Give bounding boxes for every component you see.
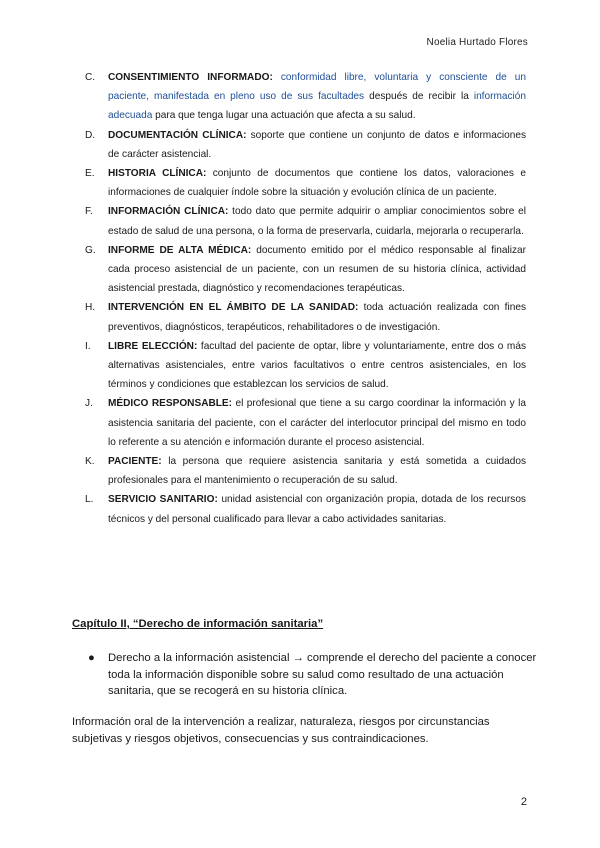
definition-letter: D. [85,129,96,141]
definition-item [85,298,526,336]
bullet-text: Derecho a la información asistencial → comprende el derecho del paciente a conocer toda la información disponible sobre su salud como resultado de una actuación sanitaria, que se recogerá en su historia clínica. [108,652,537,697]
definition-text: conjunto de documentos que contiene los datos, valoraciones e informaciones de cualquier índole sobre la situación y evolución clínica de un paciente. [108,168,526,199]
definition-letter: J. [85,398,93,410]
page-number: 2 [520,796,527,808]
header-author: Noelia Hurtado Flores [426,37,528,48]
definition-item [85,126,526,164]
definition-item [85,68,526,126]
definition-text: todo dato que permite adquirir o ampliar conocimientos sobre el estado de salud de una persona, o la forma de preservarla, cuidarla, mejorarla o recuperarla. [108,206,526,237]
definition-item [85,337,526,395]
definition-letter: G. [85,244,96,256]
definition-text: para que tenga lugar una actuación que afecta a su salud. [152,110,416,122]
definition-term: DOCUMENTACIÓN CLÍNICA: [108,129,247,141]
definition-item [85,241,526,299]
definition-term: SERVICIO SANITARIO: [108,494,218,506]
definition-text: documento emitido por el médico responsable al finalizar cada proceso asistencial de un paciente, con un resumen de su historia clínica, actividad asistencial prestada, diagnóstico y recomendaciones terapéuticas. [108,244,526,295]
definition-letter: L. [85,494,94,506]
definition-letter: E. [85,168,95,180]
definition-text: la persona que requiere asistencia sanitaria y está sometida a cuidados profesionales para el mantenimiento o recuperación de su salud. [108,456,526,487]
chapter-title: Capítulo II, “Derecho de información sanitaria” [72,618,324,630]
definition-item [85,452,526,490]
definitions-list [85,68,526,529]
bullet-item [88,650,546,700]
definition-letter: C. [85,72,96,83]
bullet-icon: ● [88,652,95,664]
definition-term: PACIENTE: [108,456,162,468]
definition-text: el profesional que tiene a su cargo coordinar la información y la asistencia sanitaria del paciente, con el carácter del interlocutor principal del mismo en todo lo referente a su atención e información durante el proceso asistencial. [108,398,526,448]
definition-text: soporte que contiene un conjunto de datos e informaciones de carácter asistencial. [108,129,527,160]
definition-letter: K. [85,456,95,468]
definition-term: INFORME DE ALTA MÉDICA: [108,244,252,256]
definition-term: HISTORIA CLÍNICA: [108,168,207,180]
body-paragraph: Información oral de la intervención a realizar, naturaleza, riesgos por circunstancias subjetivas y riesgos objetivos, consecuencias y sus contraindicaciones. [72,716,490,745]
definition-item [85,490,526,528]
definition-highlight: información adecuada [108,91,527,122]
definition-item [85,164,526,202]
definition-letter: H. [85,302,96,314]
definition-term: MÉDICO RESPONSABLE: [108,398,233,410]
definition-letter: I. [85,340,91,352]
definition-term: INFORMACIÓN CLÍNICA: [108,206,229,218]
definition-highlight: conformidad libre, voluntaria y consciente de un paciente, manifestada en pleno uso de sus facultades [108,72,526,103]
definition-letter: F. [85,206,93,218]
definition-term: CONSENTIMIENTO INFORMADO: [108,72,273,83]
definition-text: unidad asistencial con organización propia, dotada de los recursos técnicos y del personal cualificado para llevar a cabo actividades sanitarias. [108,494,526,525]
definition-item [85,394,526,452]
definition-term: INTERVENCIÓN EN EL ÁMBITO DE LA SANIDAD: [108,302,359,314]
definition-term: LIBRE ELECCIÓN: [108,340,198,352]
definition-item [85,202,526,240]
definition-text: facultad del paciente de optar, libre y voluntariamente, entre dos o más alternativas asistenciales, entre varios facultativos o entre centros asistenciales, en los términos y condiciones que establezcan los servicios de salud. [108,340,526,391]
definition-text: toda actuación realizada con fines preventivos, diagnósticos, terapéuticos, rehabilitadores o de investigación. [108,302,526,333]
definition-text: después de recibir la [364,91,474,103]
